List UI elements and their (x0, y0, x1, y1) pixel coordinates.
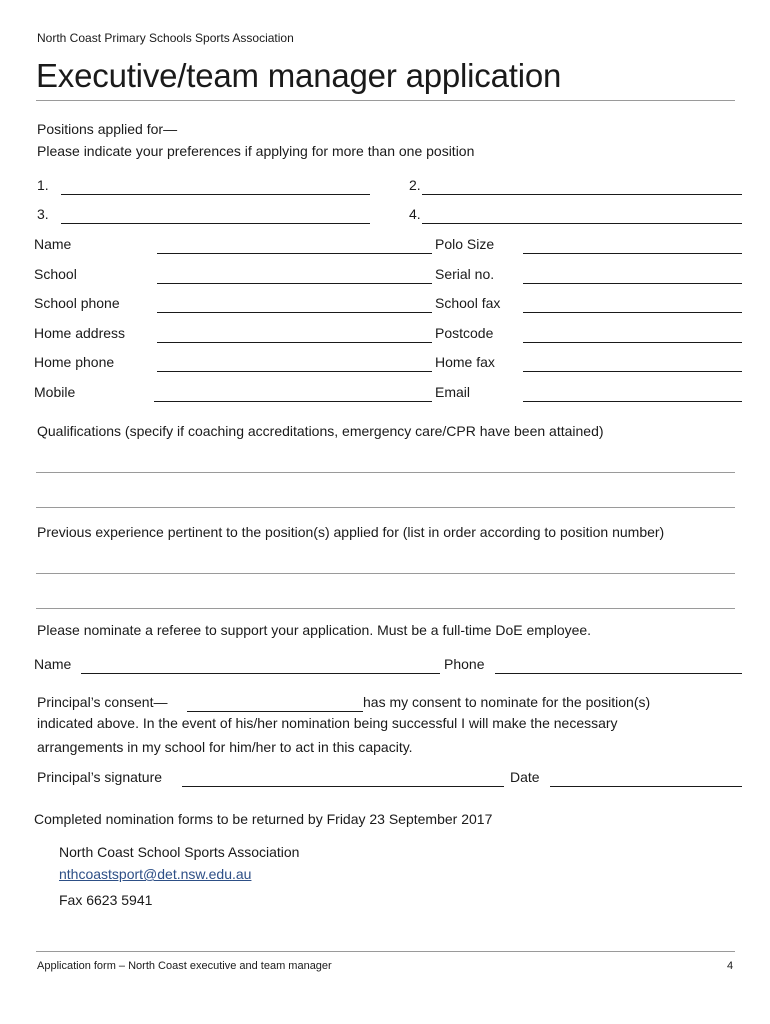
serial-no-label: Serial no. (435, 266, 495, 282)
referee-name-field[interactable] (81, 655, 440, 674)
footer-text: Application form – North Coast executive and team manager (37, 960, 332, 972)
consent-suffix: has my consent to nominate for the position(s) (363, 694, 651, 710)
footer-divider (36, 951, 735, 952)
consent-line-2: indicated above. In the event of his/her nomination being successful I will make the necessary (37, 715, 618, 731)
principal-signature-label: Principal’s signature (37, 769, 163, 785)
name-field[interactable] (157, 235, 432, 254)
date-field[interactable] (550, 768, 742, 787)
qualifications-label: Qualifications (specify if coaching accreditations, emergency care/CPR have been attained) (37, 423, 604, 439)
school-phone-label: School phone (34, 295, 120, 311)
referee-name-label: Name (34, 656, 72, 672)
contact-email-link[interactable]: nthcoastsport@det.nsw.edu.au (59, 866, 252, 882)
consent-line-3: arrangements in my school for him/her to act in this capacity. (37, 739, 413, 755)
home-fax-label: Home fax (435, 354, 495, 370)
principal-signature-field[interactable] (182, 768, 504, 787)
home-fax-field[interactable] (523, 353, 742, 372)
school-field[interactable] (157, 265, 432, 284)
mobile-field[interactable] (154, 383, 432, 402)
email-field[interactable] (523, 383, 742, 402)
position-2-label: 2. (409, 177, 421, 193)
position-4-label: 4. (409, 206, 421, 222)
name-label: Name (34, 236, 72, 252)
polo-size-field[interactable] (523, 235, 742, 254)
referee-phone-field[interactable] (495, 655, 742, 674)
referee-phone-label: Phone (444, 656, 485, 672)
serial-no-field[interactable] (523, 265, 742, 284)
home-address-label: Home address (34, 325, 126, 341)
experience-line-1[interactable] (36, 555, 735, 574)
consent-prefix: Principal’s consent— (37, 694, 168, 710)
page-number: 4 (727, 960, 734, 972)
positions-heading: Positions applied for— (37, 121, 178, 137)
polo-size-label: Polo Size (435, 236, 495, 252)
home-phone-field[interactable] (157, 353, 432, 372)
date-label: Date (510, 769, 540, 785)
title-divider (36, 100, 735, 101)
school-fax-field[interactable] (523, 294, 742, 313)
home-address-field[interactable] (157, 324, 432, 343)
email-label: Email (435, 384, 471, 400)
experience-line-2[interactable] (36, 590, 735, 609)
position-4-field[interactable] (422, 205, 742, 224)
home-phone-label: Home phone (34, 354, 115, 370)
page-title: Executive/team manager application (36, 57, 562, 94)
school-fax-label: School fax (435, 295, 501, 311)
school-label: School (34, 266, 77, 282)
return-note: Completed nomination forms to be returned by Friday 23 September 2017 (34, 811, 493, 827)
postcode-label: Postcode (435, 325, 494, 341)
postcode-field[interactable] (523, 324, 742, 343)
mobile-label: Mobile (34, 384, 76, 400)
consent-nominee-field[interactable] (187, 693, 363, 712)
position-1-label: 1. (37, 177, 49, 193)
organisation-name: North Coast Primary Schools Sports Association (37, 31, 294, 45)
position-3-label: 3. (37, 206, 49, 222)
contact-organisation: North Coast School Sports Association (59, 844, 300, 860)
qualifications-line-1[interactable] (36, 454, 735, 473)
position-2-field[interactable] (422, 176, 742, 195)
position-1-field[interactable] (61, 176, 370, 195)
position-3-field[interactable] (61, 205, 370, 224)
referee-label: Please nominate a referee to support your application. Must be a full-time DoE employee. (37, 622, 592, 638)
qualifications-line-2[interactable] (36, 489, 735, 508)
school-phone-field[interactable] (157, 294, 432, 313)
experience-label: Previous experience pertinent to the position(s) applied for (list in order according to position number) (37, 524, 665, 540)
contact-fax: Fax 6623 5941 (59, 892, 153, 908)
positions-instruction: Please indicate your preferences if applying for more than one position (37, 143, 475, 159)
